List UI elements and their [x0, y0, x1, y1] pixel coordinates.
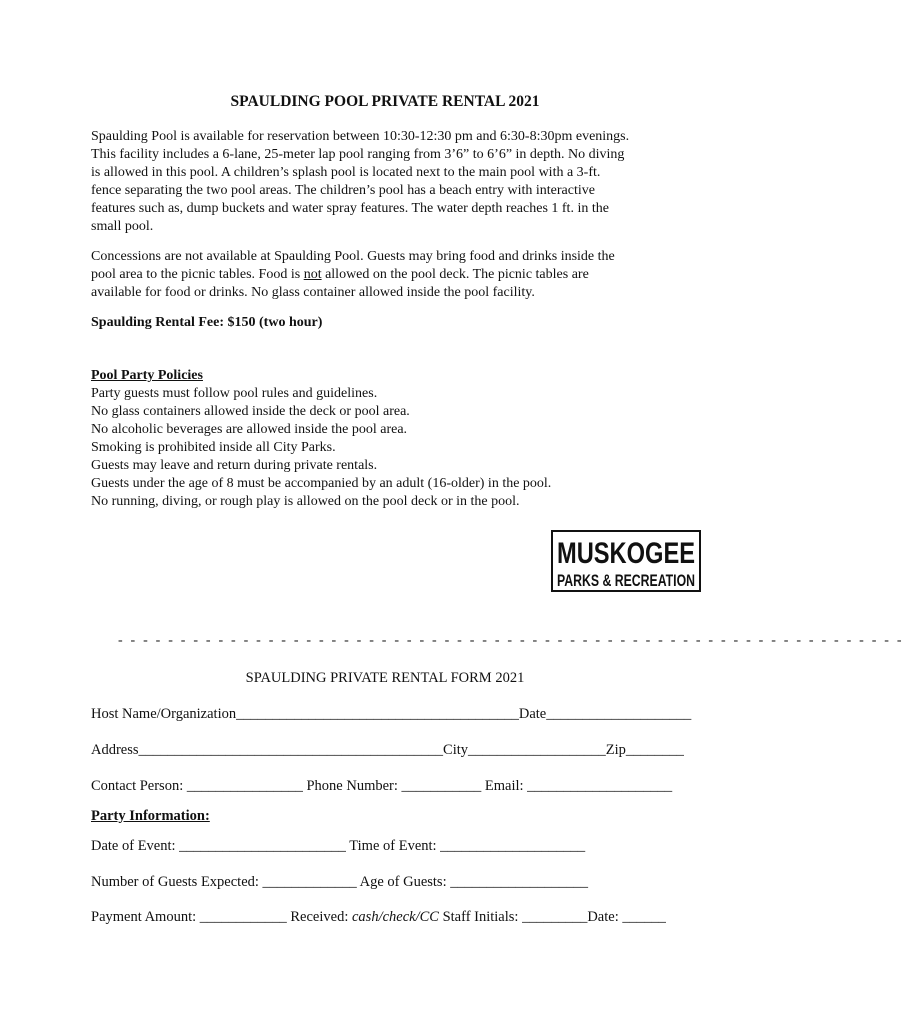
- contact-row[interactable]: Contact Person: ________________ Phone Number: ___________ Email: ____________________: [91, 778, 673, 794]
- concessions-line: available for food or drinks. No glass container allowed inside the pool facility.: [91, 285, 535, 300]
- intro-line: Spaulding Pool is available for reservation between 10:30-12:30 pm and 6:30-8:30pm evenings.: [91, 129, 630, 144]
- guests-row[interactable]: Number of Guests Expected: _____________ Age of Guests: ___________________: [91, 874, 588, 890]
- intro-line: features such as, dump buckets and water spray features. The water depth reaches 1 ft. in the: [91, 201, 609, 216]
- concessions-emphasis: not: [303, 267, 322, 282]
- logo-line-1: MUSKOGEE: [557, 537, 695, 570]
- policy-item: Guests under the age of 8 must be accompanied by an adult (16-older) in the pool.: [91, 476, 552, 491]
- concessions-paragraph: [91, 248, 691, 302]
- payment-label: Payment Amount: ____________ Received:: [91, 909, 352, 925]
- logo-line-2: PARKS & RECREATION: [557, 571, 695, 590]
- intro-line: small pool.: [91, 219, 154, 234]
- policy-item: No glass containers allowed inside the deck or pool area.: [91, 404, 410, 419]
- form-title: SPAULDING PRIVATE RENTAL FORM 2021: [245, 670, 525, 686]
- policies-heading: Pool Party Policies: [91, 368, 203, 383]
- payment-row[interactable]: [91, 909, 666, 926]
- payment-methods: cash/check/CC: [351, 909, 439, 925]
- policy-item: No alcoholic beverages are allowed inside the pool area.: [91, 422, 408, 437]
- party-info-heading: Party Information:: [91, 808, 210, 824]
- rental-fee: Spaulding Rental Fee: $150 (two hour): [91, 315, 323, 330]
- page-title: SPAULDING POOL PRIVATE RENTAL 2021: [230, 93, 540, 110]
- intro-line: is allowed in this pool. A children’s splash pool is located next to the main pool with a 3-ft.: [91, 165, 601, 180]
- cut-line-divider: - - - - - - - - - - - - - - - - - - - - - - - - - - - - - - - - - - - - - - - - - - - - - - - - - - - - - - - - - - - - - - -: [118, 633, 904, 648]
- muskogee-parks-logo: [551, 530, 701, 592]
- concessions-text: allowed on the pool deck. The picnic tables are: [321, 267, 589, 282]
- intro-line: fence separating the two pool areas. The children’s pool has a beach entry with interactive: [91, 183, 595, 198]
- event-date-time-row[interactable]: Date of Event: _______________________ Time of Event: ____________________: [91, 838, 586, 854]
- policy-item: No running, diving, or rough play is allowed on the pool deck or in the pool.: [91, 494, 520, 509]
- concessions-text: pool area to the picnic tables. Food is: [91, 267, 304, 282]
- policies-section: [91, 367, 551, 511]
- concessions-line: [91, 266, 691, 284]
- intro-line: This facility includes a 6-lane, 25-meter lap pool ranging from 3’6” to 6’6” in depth. No diving: [91, 147, 625, 162]
- policy-item: Guests may leave and return during private rentals.: [91, 458, 378, 473]
- concessions-line: Concessions are not available at Spaulding Pool. Guests may bring food and drinks inside the: [91, 249, 615, 264]
- payment-staff: Staff Initials: _________Date: ______: [438, 909, 666, 925]
- policy-item: Smoking is prohibited inside all City Parks.: [91, 440, 336, 455]
- address-row[interactable]: Address__________________________________________City___________________Zip________: [91, 742, 684, 758]
- policy-item: Party guests must follow pool rules and guidelines.: [91, 386, 378, 401]
- host-date-row[interactable]: Host Name/Organization_______________________________________Date____________________: [91, 706, 692, 722]
- intro-paragraph: [91, 128, 691, 236]
